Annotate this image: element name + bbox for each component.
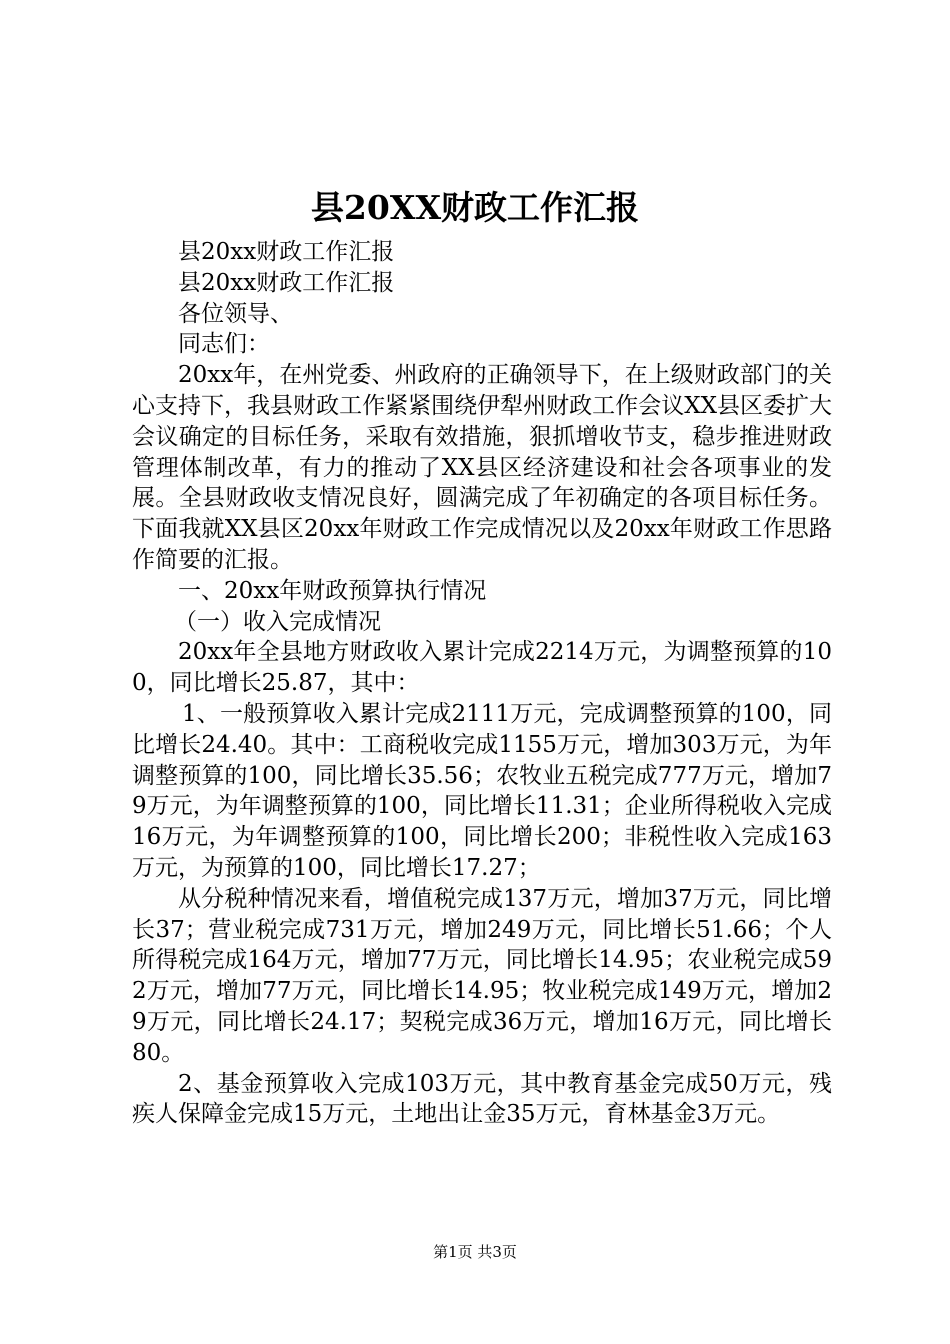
paragraph-subtitle-2: 县20xx财政工作汇报 xyxy=(178,269,395,296)
subsection-heading-1: （一）收入完成情况 xyxy=(174,608,381,635)
paragraph-general-budget: 1、一般预算收入累计完成2111万元，完成调整预算的100，同比增长24.40。其中：工商税收完成1155万元，增加303万元，为年调整预算的100，同比增长35.56；农牧业五税完成777万元，增加79万元，为年调整预算的100，同比增长11.31；企业所得税收入完成16万元，为年调整预算的100，同比增长200；非税性收入完成163万元，为预算的100，同比增长17.27； xyxy=(132,700,832,881)
document-title: 县20XX财政工作汇报 xyxy=(310,188,640,227)
page-footer: 第1页 共3页 xyxy=(433,1243,517,1261)
paragraph-intro: 20xx年，在州党委、州政府的正确领导下，在上级财政部门的关心支持下，我县财政工作紧紧围绕伊犁州财政工作会议XX县区委扩大会议确定的目标任务，采取有效措施，狠抓增收节支，稳步推进财政管理体制改革，有力的推动了XX县区经济建设和社会各项事业的发展。全县财政收支情况良好，圆满完成了年初确定的各项目标任务。下面我就XX县区20xx年财政工作完成情况以及20xx年财政工作思路作简要的汇报。 xyxy=(132,362,832,573)
paragraph-revenue-total: 20xx年全县地方财政收入累计完成2214万元，为调整预算的100，同比增长25.87，其中： xyxy=(132,639,832,697)
paragraph-salutation-2: 同志们： xyxy=(178,331,270,358)
paragraph-subtitle-1: 县20xx财政工作汇报 xyxy=(178,239,395,265)
document-body xyxy=(132,237,832,1130)
paragraph-fund-budget: 2、基金预算收入完成103万元，其中教育基金完成50万元，残疾人保障金完成15万元，土地出让金35万元，育林基金3万元。 xyxy=(132,1070,832,1128)
paragraph-salutation-1: 各位领导、 xyxy=(178,300,293,327)
paragraph-tax-breakdown: 从分税种情况来看，增值税完成137万元，增加37万元，同比增长37；营业税完成731万元，增加249万元，同比增长51.66；个人所得税完成164万元，增加77万元，同比增长14.95；农业税完成592万元，增加77万元，同比增长14.95；牧业税完成149万元，增加29万元，同比增长24.17；契税完成36万元，增加16万元，同比增长80。 xyxy=(132,885,832,1066)
section-heading-1: 一、20xx年财政预算执行情况 xyxy=(178,577,487,604)
